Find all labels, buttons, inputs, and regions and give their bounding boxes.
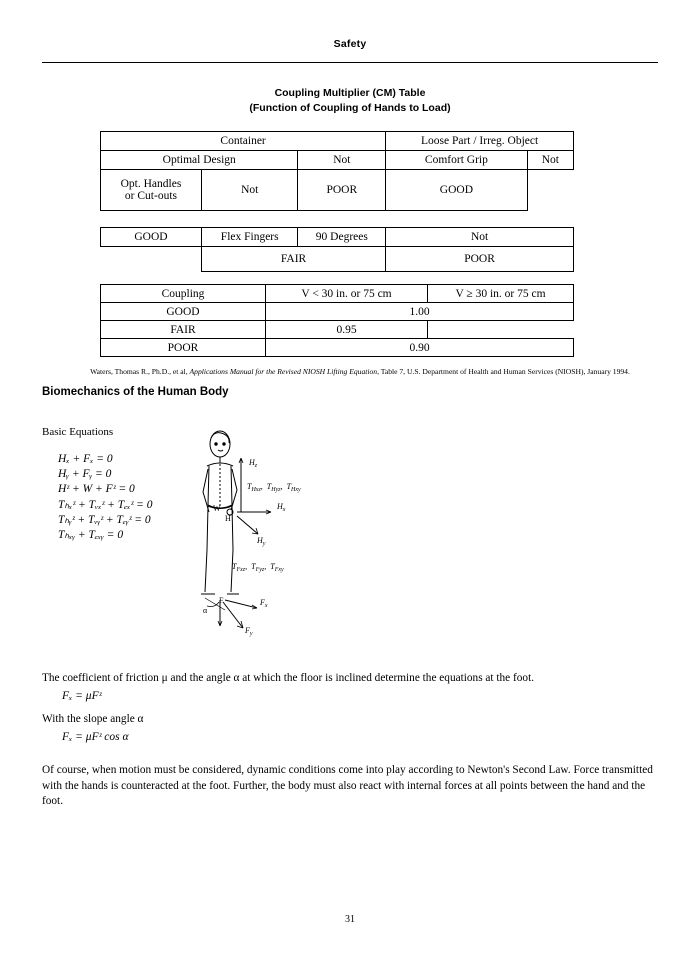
cell-not-3: Not — [201, 170, 298, 211]
label-w: W — [213, 504, 221, 513]
cell-optimal-design: Optimal Design — [101, 151, 298, 170]
citation-post: , Table 7, U.S. Department of Health and Human Services (NIOSH), January 1994. — [377, 367, 630, 376]
table-row — [101, 151, 574, 170]
header-v-less: V < 30 in. or 75 cm — [266, 285, 428, 303]
header-divider — [42, 62, 658, 63]
page-number: 31 — [345, 914, 355, 925]
header-v-greater: V ≥ 30 in. or 75 cm — [428, 285, 574, 303]
label-f: F — [219, 596, 224, 605]
table-row — [101, 339, 574, 357]
coupling-classification-table — [100, 131, 574, 272]
equation-1: Hₓ + Fₓ = 0 — [58, 453, 113, 465]
cell-good-1: GOOD — [386, 170, 527, 211]
cell-spacer-2 — [201, 211, 298, 228]
cell-flex-fingers: Flex Fingers — [201, 228, 298, 247]
paragraph-friction: The coefficient of friction μ and the angle α at which the floor is inclined determine the equations at the foot. — [42, 672, 535, 684]
table-row — [101, 321, 574, 339]
equation-2: Hᵧ + Fᵧ = 0 — [58, 468, 112, 481]
equation-3: Hᶻ + W + Fᶻ = 0 — [58, 483, 135, 496]
cell-comfort-grip: Comfort Grip — [386, 151, 527, 170]
equation-4: Tₕₓᶻ + Tᵥₓᶻ + Tₑₓᶻ = 0 — [58, 498, 153, 511]
cell-good-value: 1.00 — [266, 303, 574, 321]
equations-block — [58, 452, 153, 543]
biomechanics-figure — [185, 430, 345, 650]
cell-not-4: Not — [386, 228, 574, 247]
cell-good-2: GOOD — [101, 228, 202, 247]
table-title-line1: Coupling Multiplier (CM) Table — [274, 87, 426, 99]
cell-spacer-4 — [386, 211, 527, 228]
cell-not-1: Not — [298, 151, 386, 170]
equation-6: Tₕₓᵧ + Tₑₓᵧ = 0 — [58, 529, 124, 542]
cell-fair-blank — [428, 321, 574, 339]
cell-spacer-1 — [101, 211, 202, 228]
cell-spacer-3 — [298, 211, 386, 228]
cell-loose-part: Loose Part / Irreg. Object — [386, 132, 574, 151]
paragraph-slope: With the slope angle α — [42, 713, 144, 725]
cell-90-degrees: 90 Degrees — [298, 228, 386, 247]
cell-good-coupling: GOOD — [101, 303, 266, 321]
citation-title: Applications Manual for the Revised NIOSH Lifting Equation — [189, 367, 378, 376]
label-hy: $H_y$ — [257, 536, 266, 547]
label-h: H — [225, 514, 231, 523]
section-heading: Biomechanics of the Human Body — [42, 386, 229, 398]
cell-container: Container — [101, 132, 386, 151]
table-citation — [62, 366, 658, 377]
label-fy: $F_y$ — [245, 626, 253, 637]
cell-spacer-5 — [527, 211, 573, 228]
cell-fair-coupling: FAIR — [101, 321, 266, 339]
cell-fair: FAIR — [201, 247, 385, 272]
cell-fair-value: 0.95 — [266, 321, 428, 339]
cell-poor-2: POOR — [386, 247, 574, 272]
label-hx: $H_x$ — [277, 502, 286, 513]
coupling-multiplier-table — [100, 284, 574, 357]
table-row — [101, 247, 574, 272]
equation-slope: Fₓ = μFᶻ cos α — [62, 731, 129, 743]
paragraph-dynamics: Of course, when motion must be considered, dynamic conditions come into play according to Newton's Second Law. Force transmitted with the hands is counteracted at the foot. Further, the body must also react with internal forces at all points between the hand and the foot. — [42, 764, 653, 807]
table-row — [101, 303, 574, 321]
cell-opt-handles-line1: Opt. Handles — [120, 178, 182, 190]
equation-5: Tₕᵧᶻ + Tᵥᵧᶻ + Tₑᵧᶻ = 0 — [58, 513, 151, 526]
label-torque-foot: $T_{Fxz}$, $T_{Fyz}$, $T_{Fxy}$ — [232, 562, 284, 573]
table-title — [0, 86, 700, 116]
table-row — [101, 170, 574, 211]
cell-blank-2 — [101, 247, 202, 272]
cell-opt-handles-line2: or Cut-outs — [124, 190, 177, 202]
cell-opt-handles — [101, 170, 202, 211]
table-title-line2: (Function of Coupling of Hands to Load) — [249, 102, 451, 114]
cell-blank-1 — [527, 170, 573, 211]
equation-friction: Fₓ = μFᶻ — [62, 690, 102, 702]
table-header-row — [101, 285, 574, 303]
label-torque-hand: $T_{Hxz}$, $T_{Hyz}$, $T_{Hxy}$ — [247, 482, 301, 493]
table-row — [101, 132, 574, 151]
basic-equations-label: Basic Equations — [42, 426, 114, 438]
label-fx: $F_x$ — [260, 598, 268, 609]
label-hz: $H_z$ — [249, 458, 258, 469]
page-header: Safety — [333, 38, 367, 50]
table-row-spacer — [101, 211, 574, 228]
label-alpha: α — [203, 606, 208, 615]
header-coupling: Coupling — [101, 285, 266, 303]
cell-poor-coupling: POOR — [101, 339, 266, 357]
citation-pre: Waters, Thomas R., Ph.D., et al, — [90, 367, 190, 376]
cell-poor-value: 0.90 — [266, 339, 574, 357]
table-row — [101, 228, 574, 247]
cell-not-2: Not — [527, 151, 573, 170]
cell-poor-1: POOR — [298, 170, 386, 211]
